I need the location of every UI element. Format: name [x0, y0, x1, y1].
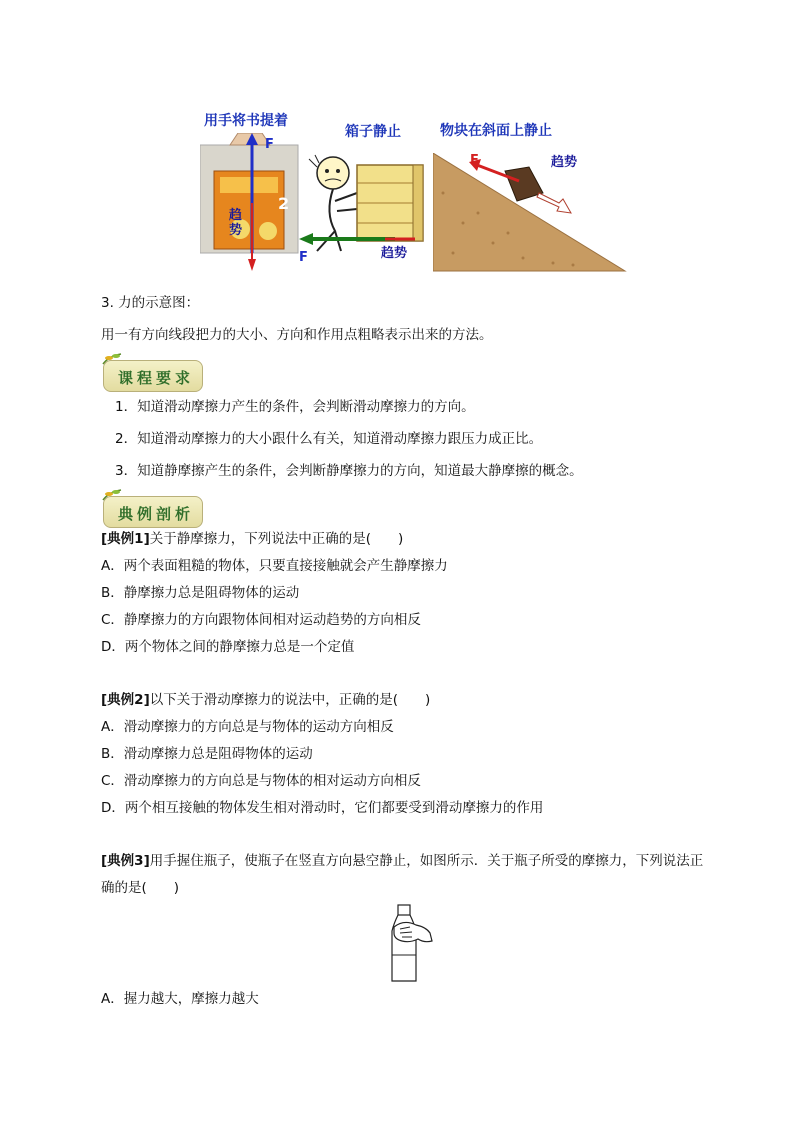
caption-box-still: 箱子静止 [345, 124, 401, 140]
example-2-question: 以下关于滑动摩擦力的说法中，正确的是( ) [149, 692, 431, 708]
section-3-heading: 3. 力的示意图： [101, 295, 200, 311]
caption-book-lifted: 用手将书提着 [204, 113, 288, 129]
example-2-option: A．滑动摩擦力的方向总是与物体的运动方向相反 [101, 719, 394, 735]
force-label-slope: F [470, 153, 479, 168]
example-2-option: D．两个相互接触的物体发生相对滑动时，它们都要受到滑动摩擦力的作用 [101, 800, 544, 816]
force-label-left: F [299, 250, 308, 265]
course-requirements-title: 课程要求 [118, 369, 195, 387]
book-cover-number: 2 [278, 194, 290, 213]
trend-label-slope: 趋势 [551, 155, 578, 170]
examples-banner [103, 496, 203, 528]
slope-block-illustration [433, 153, 628, 273]
example-2-tag: [典例2] [101, 692, 150, 708]
trend-label-crate: 趋势 [381, 246, 408, 261]
section-3-body: 用一有方向线段把力的大小、方向和作用点粗略表示出来的方法。 [101, 327, 493, 343]
example-1-option: C．静摩擦力的方向跟物体间相对运动趋势的方向相反 [101, 612, 421, 628]
book-held-illustration [200, 133, 300, 273]
example-1-tag: [典例1] [101, 531, 150, 547]
crate-push-illustration [295, 153, 435, 263]
example-3-tag: [典例3] [101, 853, 150, 869]
example-3-stem [101, 852, 703, 870]
example-3-option: A．握力越大，摩擦力越大 [101, 991, 259, 1007]
example-1-option: A．两个表面粗糙的物体，只要直接接触就会产生静摩擦力 [101, 558, 448, 574]
requirement-item: 3．知道静摩擦产生的条件，会判断静摩擦力的方向，知道最大静摩擦的概念。 [115, 463, 583, 479]
example-2-stem [101, 691, 430, 709]
example-3-question-line1: 用手握住瓶子，使瓶子在竖直方向悬空静止，如图所示．关于瓶子所受的摩擦力，下列说法正 [149, 853, 704, 869]
example-2-option: B．滑动摩擦力总是阻碍物体的运动 [101, 746, 313, 762]
force-label-up: F [265, 137, 274, 152]
example-1-stem [101, 530, 403, 548]
requirement-item: 2．知道滑动摩擦力的大小跟什么有关，知道滑动摩擦力跟压力成正比。 [115, 431, 543, 447]
example-1-option: B．静摩擦力总是阻碍物体的运动 [101, 585, 300, 601]
examples-title: 典例剖析 [118, 505, 195, 523]
trend-label-book: 趋势 [229, 208, 243, 238]
friction-figure [195, 105, 635, 275]
example-1-option: D．两个物体之间的静摩擦力总是一个定值 [101, 639, 355, 655]
requirement-item: 1．知道滑动摩擦力产生的条件，会判断滑动摩擦力的方向。 [115, 399, 475, 415]
hand-holding-bottle-figure [380, 903, 436, 985]
course-requirements-banner [103, 360, 203, 392]
example-2-option: C．滑动摩擦力的方向总是与物体的相对运动方向相反 [101, 773, 421, 789]
caption-block-on-slope: 物块在斜面上静止 [440, 123, 552, 139]
example-3-question-line2: 确的是( ) [101, 880, 180, 896]
example-1-question: 关于静摩擦力，下列说法中正确的是( ) [149, 531, 404, 547]
